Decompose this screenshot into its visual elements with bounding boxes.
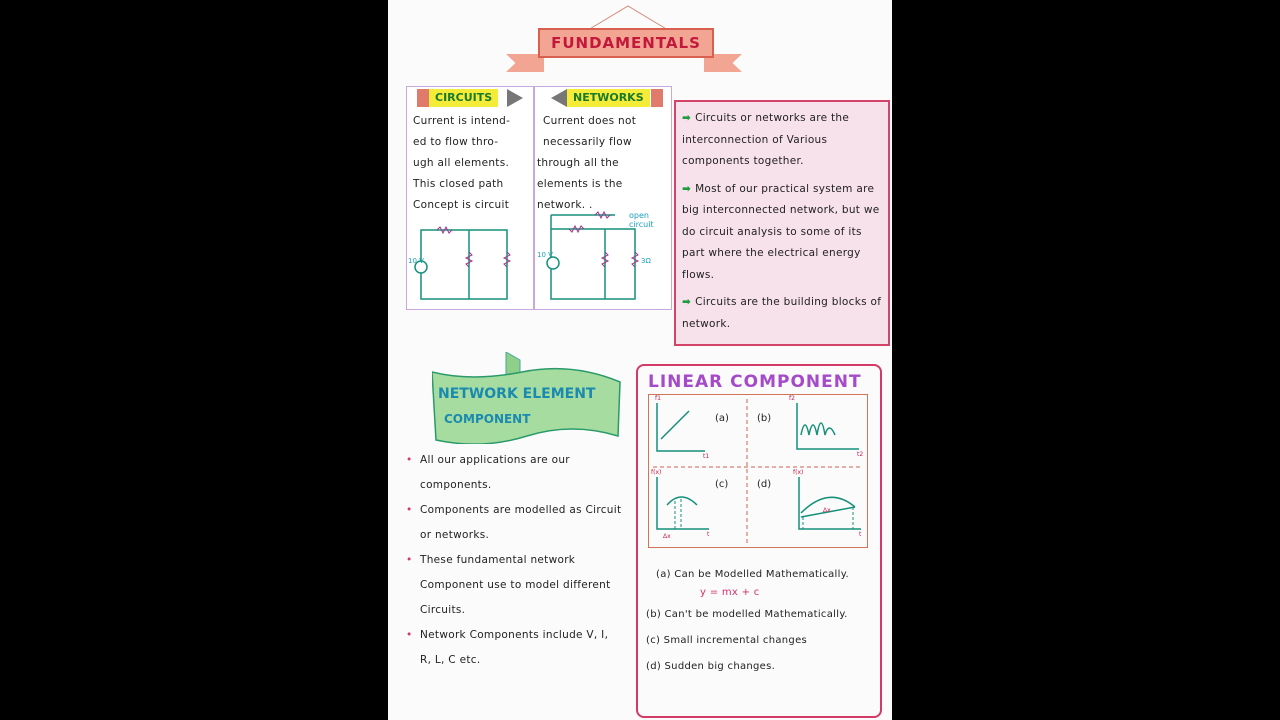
pencil-tip-icon <box>507 89 523 107</box>
source-label: 10 V <box>408 257 424 265</box>
text-line: This closed path <box>413 178 504 190</box>
linear-component-box <box>636 364 882 718</box>
network-element-subtitle: COMPONENT <box>444 412 531 426</box>
bullet-item: • All our applications are our components. <box>406 448 622 498</box>
bullet-item: • Network Components include V, I, R, L, C etc. <box>406 623 622 673</box>
explanation-d: (d) Sudden big changes. <box>646 661 776 672</box>
text-line: Current is intend- <box>413 115 511 127</box>
open-circuit-label: open circuit <box>629 211 654 229</box>
pencil-tip-icon <box>551 89 567 107</box>
panel-label-c: (c) <box>715 479 729 490</box>
circuits-pencil-label: CIRCUITS <box>429 89 498 107</box>
text-line: ugh all elements. <box>413 157 510 169</box>
explanation-c: (c) Small incremental changes <box>646 635 808 646</box>
notes-page <box>388 0 892 720</box>
axis-label: t2 <box>857 451 864 458</box>
note-text: Circuits are the building blocks of network. <box>682 296 882 330</box>
panel-label-d: (d) <box>757 479 772 490</box>
explanation-a: (a) Can be Modelled Mathematically. <box>656 569 849 580</box>
panel-label-a: (a) <box>715 413 729 424</box>
text-line: Concept is circuit <box>413 199 510 211</box>
text-line: through all the <box>537 157 619 169</box>
text-line: ed to flow thro- <box>413 136 499 148</box>
networks-card <box>534 86 672 310</box>
note-item <box>682 292 882 335</box>
interval-label: Δx <box>823 507 831 514</box>
arrow-right-icon: ➡ <box>682 182 696 195</box>
axis-label: t <box>859 531 862 538</box>
graph-grid <box>648 394 868 548</box>
axis-label: t <box>707 531 710 538</box>
axis-label: t1 <box>703 453 710 460</box>
source-label: 10 V <box>537 251 553 259</box>
network-element-title: NETWORK ELEMENT <box>438 386 596 402</box>
text-line: network. . <box>537 199 593 211</box>
note-item <box>682 179 882 287</box>
notes-box <box>674 100 890 346</box>
pencil-eraser-icon <box>417 89 429 107</box>
explanation-b: (b) Can't be modelled Mathematically. <box>646 609 848 620</box>
page-title: FUNDAMENTALS <box>538 28 714 58</box>
note-text: Circuits or networks are the interconnection of Various components together. <box>682 112 850 167</box>
closed-circuit-diagram <box>407 217 531 307</box>
axis-label: f(x) <box>651 469 662 476</box>
network-element-bullets <box>406 448 622 673</box>
note-item <box>682 108 882 173</box>
circuits-card <box>406 86 534 310</box>
panel-label-b: (b) <box>757 413 772 424</box>
linear-component-title: LINEAR COMPONENT <box>648 372 862 392</box>
interval-label: Δx <box>663 533 671 540</box>
pencil-eraser-icon <box>651 89 663 107</box>
axis-label: f1 <box>655 395 661 402</box>
networks-pencil-label: NETWORKS <box>567 89 650 107</box>
equation: y = mx + c <box>700 587 760 598</box>
resistor-label: 3Ω <box>641 257 651 265</box>
text-line: elements is the <box>537 178 623 190</box>
text-line: necessarily flow <box>543 136 632 148</box>
bullet-item: • Components are modelled as Circuit or networks. <box>406 498 622 548</box>
axis-label: f2 <box>789 395 795 402</box>
arrow-right-icon: ➡ <box>682 112 696 124</box>
note-text: Most of our practical system are big interconnected network, but we do circuit analysis to some of its part where the electrical energy flows. <box>682 182 880 281</box>
arrow-right-icon: ➡ <box>682 296 696 308</box>
text-line: Current does not <box>543 115 637 127</box>
bullet-item: • These fundamental network Component use to model different Circuits. <box>406 548 622 623</box>
axis-label: f(x) <box>793 469 804 476</box>
